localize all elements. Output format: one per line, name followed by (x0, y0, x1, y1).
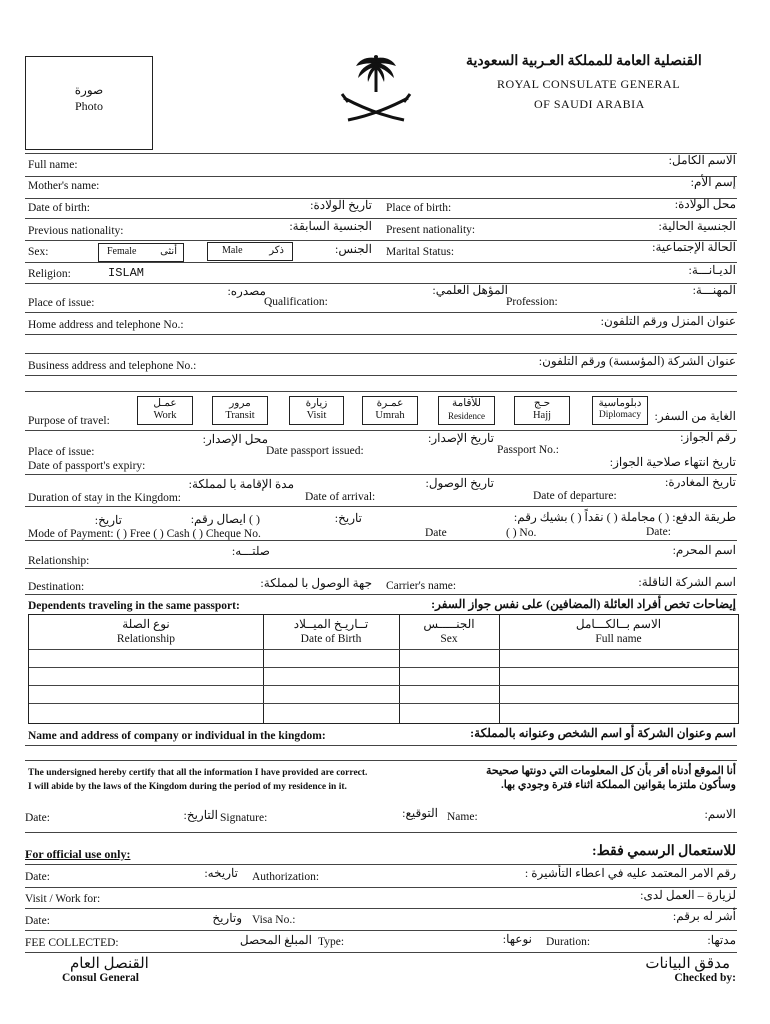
mode-of-payment-label: Mode of Payment: ( ) Free ( ) Cash ( ) Cheque No. (28, 528, 261, 540)
dependents-header-dob-ar: تــاريـخ الميــلاد (293, 617, 369, 631)
certify-line1-ar: أنا الموقع أدناه أقر بأن كل المعلومات التي دونتها صحيحة (485, 765, 736, 777)
duration-official-label: Duration: (546, 936, 591, 948)
female-label-ar: أنثى (160, 246, 177, 257)
hajj-label-ar: حـج (533, 398, 551, 409)
mother-name-label-ar: إسم الأم: (690, 175, 736, 189)
duration-label-ar: مدة الإقامة با لمملكة: (188, 477, 294, 491)
payment-receipt-label-ar: ( ) ايصال رقم: (190, 512, 260, 526)
sex-label: Sex: (28, 246, 49, 258)
source-label-ar: مصدره: (227, 284, 266, 298)
signature-label-ar: التوقيع: (402, 806, 438, 820)
arrival-city-label-ar: جهة الوصول با لمملكة: (260, 576, 372, 590)
dependents-header-relationship: Relationship (116, 633, 176, 645)
passport-number-label: Passport No.: (497, 444, 559, 456)
full-name-label: Full name: (28, 159, 78, 171)
diplomacy-label-ar: دبلوماسية (598, 398, 642, 409)
pob-label-ar: محل الولادة: (674, 197, 736, 211)
diplomacy-label: Diplomacy (598, 410, 642, 420)
arrival-label: Date of arrival: (305, 491, 376, 503)
purpose-hajj-option[interactable] (514, 396, 570, 425)
saudi-emblem-icon (338, 52, 414, 130)
official-date-label-ar: تاريخه: (204, 866, 238, 880)
sex-female-checkbox[interactable] (98, 243, 184, 262)
visa-number-label: Visa No.: (252, 914, 296, 926)
relationship-label: Relationship: (28, 555, 90, 567)
authorization-label: Authorization: (252, 871, 320, 883)
place-of-issue-label: Place of issue: (28, 297, 95, 309)
dependents-header-fullname-ar: الاسم بــالكـــامل (575, 617, 662, 631)
official-date-label: Date: (25, 871, 50, 883)
payment-date2-label-ar: تاريخ: (94, 513, 122, 527)
religion-label: Religion: (28, 268, 71, 280)
passport-expiry-label: Date of passport's expiry: (28, 460, 146, 472)
umrah-label-ar: عمـرة (376, 398, 404, 409)
marital-status-label-ar: الحالة الإجتماعية: (652, 240, 736, 254)
payment-method-label-ar: طريقة الدفع: ( ) مجاملة ( ) نقداً ( ) بشيك رقم: (513, 510, 736, 524)
purpose-diplomacy-option[interactable] (592, 396, 648, 425)
female-label: Female (107, 246, 137, 257)
visa-date-label: Date: (25, 915, 50, 927)
carrier-label-ar: اسم الشركة الناقلة: (638, 575, 736, 589)
visa-number-label-ar: أشر له برقم: (672, 909, 736, 923)
fee-collected-label: FEE COLLECTED: (25, 937, 119, 949)
dependents-title: Dependents traveling in the same passport: (28, 600, 240, 612)
transit-label: Transit (225, 410, 255, 421)
destination-label: Destination: (28, 581, 85, 593)
home-address-label-ar: عنوان المنزل ورقم التلفون: (600, 314, 736, 328)
purpose-label: Purpose of travel: (28, 415, 110, 427)
profession-label: Profession: (506, 296, 558, 308)
sex-label-ar: الجنس: (335, 242, 372, 256)
umrah-label: Umrah (375, 410, 405, 421)
purpose-work-option[interactable] (137, 396, 193, 425)
official-use-title: For official use only: (25, 847, 131, 861)
type-label-ar: نوعها: (502, 932, 532, 946)
consul-general-label: Consul General (62, 972, 139, 984)
duration-label: Duration of stay in the Kingdom: (28, 492, 181, 504)
consul-general-ar: القنصل العام (70, 956, 149, 972)
fee-collected-label-ar: المبلغ المحصل (239, 933, 312, 947)
sign-date-label: Date: (25, 812, 50, 824)
checked-by-ar: مدقق البيانات (645, 956, 730, 972)
work-label: Work (153, 410, 177, 421)
visit-label-ar: زيارة (305, 398, 328, 409)
relationship-label-ar: صلتـــه: (231, 544, 270, 558)
passport-no-label-ar: رقم الجواز: (680, 430, 736, 444)
purpose-visit-option[interactable] (289, 396, 344, 425)
signature-label: Signature: (220, 812, 268, 824)
profession-label-ar: المهنـــة: (692, 283, 736, 297)
applicant-name-label-ar: الاسم: (704, 807, 736, 821)
dependents-title-ar: إيضاحات تخص أفراد العائلة (المضافين) على نفس جواز السفر: (431, 597, 736, 611)
religion-value[interactable]: ISLAM (108, 266, 145, 280)
arrival-label-ar: تاريخ الوصول: (425, 476, 494, 490)
qualification-label-ar: المؤهل العلمي: (432, 283, 508, 297)
certify-line1: The undersigned hereby certify that all the information I have provided are correct. (28, 768, 368, 778)
pob-label: Place of birth: (386, 202, 452, 214)
passport-expiry-label-ar: تاريخ انتهاء صلاحية الجواز: (609, 455, 736, 469)
arabic-title: القنصلية العامة للمملكة العـربية السعودية (466, 54, 702, 69)
present-nationality-label: Present nationality: (386, 224, 476, 236)
payment-date-label: Date (425, 527, 447, 539)
purpose-label-ar: الغاية من السفر: (654, 409, 736, 423)
dependents-header-dob: Date of Birth (300, 633, 362, 645)
present-nationality-label-ar: الجنسية الحالية: (658, 219, 736, 233)
checked-by-label: Checked by: (674, 972, 736, 984)
mother-name-label: Mother's name: (28, 180, 100, 192)
dependents-table (28, 614, 739, 724)
dependents-header-fullname: Full name (595, 633, 642, 645)
payment-date-label-ar: تاريخ: (334, 511, 362, 525)
authorization-label-ar: رقم الامر المعتمد عليه في اعطاء التأشيرة : (524, 866, 736, 880)
visit-label: Visit (306, 410, 327, 421)
official-use-title-ar: للاستعمال الرسمي فقط: (592, 844, 736, 859)
dob-label: Date of birth: (28, 202, 90, 214)
payment-date2-label: Date: (646, 526, 671, 538)
full-name-label-ar: الاسم الكامل: (668, 153, 736, 167)
issue-date-label-ar: تاريخ الإصدار: (427, 431, 494, 445)
issue-place-label-ar: محل الإصدار: (202, 432, 268, 446)
business-address-label: Business address and telephone No.: (28, 360, 197, 372)
passport-issue-date-label: Date passport issued: (266, 445, 364, 457)
applicant-name-label: Name: (447, 811, 478, 823)
passport-issue-place-label: Place of issue: (28, 446, 95, 458)
mahram-label-ar: اسم المحرم: (672, 543, 736, 557)
company-label: Name and address of company or individual in the kingdom: (28, 730, 326, 742)
male-label: Male (222, 245, 243, 256)
payment-number-label: ( ) No. (506, 527, 537, 539)
title-line2: OF SAUDI ARABIA (534, 97, 645, 111)
visa-date-label-ar: وتاريخ (212, 911, 242, 925)
duration-official-label-ar: مدتها: (707, 933, 736, 947)
departure-label: Date of departure: (533, 490, 617, 502)
dependents-header-sex: Sex (440, 633, 458, 645)
purpose-umrah-option[interactable] (362, 396, 418, 425)
sign-date-label-ar: التاريخ: (183, 808, 218, 822)
work-label-ar: عمـل (153, 398, 177, 409)
visit-work-label: Visit / Work for: (25, 893, 101, 905)
dependents-header-relationship-ar: نوع الصلة (122, 617, 170, 631)
residence-label: Residence (448, 411, 485, 421)
religion-label-ar: الديـانـــة: (688, 263, 736, 277)
hajj-label: Hajj (532, 410, 552, 421)
sex-male-checkbox[interactable] (207, 242, 293, 261)
photo-label-en: Photo (74, 99, 103, 113)
business-address-label-ar: عنوان الشركة (المؤسسة) ورقم التلفون: (538, 354, 736, 368)
departure-label-ar: تاريخ المغادرة: (664, 475, 736, 489)
residence-label-ar: للأقامة (452, 398, 481, 409)
purpose-transit-option[interactable] (212, 396, 268, 425)
title-line1: ROYAL CONSULATE GENERAL (497, 77, 681, 91)
certify-line2-ar: وسأكون ملتزما بقوانين المملكة اثناء فترة وجودي بها. (500, 779, 736, 791)
dependents-header-sex-ar: الجنـــــس (423, 617, 475, 631)
qualification-label: Qualification: (264, 296, 328, 308)
marital-status-label: Marital Status: (386, 246, 455, 258)
type-label: Type: (318, 936, 345, 948)
purpose-residence-option[interactable] (438, 396, 495, 425)
photo-box[interactable] (25, 56, 153, 150)
certify-line2: I will abide by the laws of the Kingdom during the period of my residence in it. (28, 782, 347, 792)
visit-work-label-ar: لزيارة – العمل لدى: (640, 888, 736, 902)
transit-label-ar: مرور (229, 398, 251, 409)
prev-nationality-label: Previous nationality: (28, 225, 124, 237)
prev-nationality-label-ar: الجنسية السابقة: (289, 219, 372, 233)
carrier-label: Carrier's name: (386, 580, 457, 592)
dob-label-ar: تاريخ الولادة: (310, 198, 372, 212)
male-label-ar: ذكر (269, 245, 284, 256)
company-label-ar: اسم وعنوان الشركة أو اسم الشخص وعنوانه بالمملكة: (470, 726, 736, 740)
home-address-label: Home address and telephone No.: (28, 319, 184, 331)
photo-label-ar: صورة (74, 83, 104, 97)
